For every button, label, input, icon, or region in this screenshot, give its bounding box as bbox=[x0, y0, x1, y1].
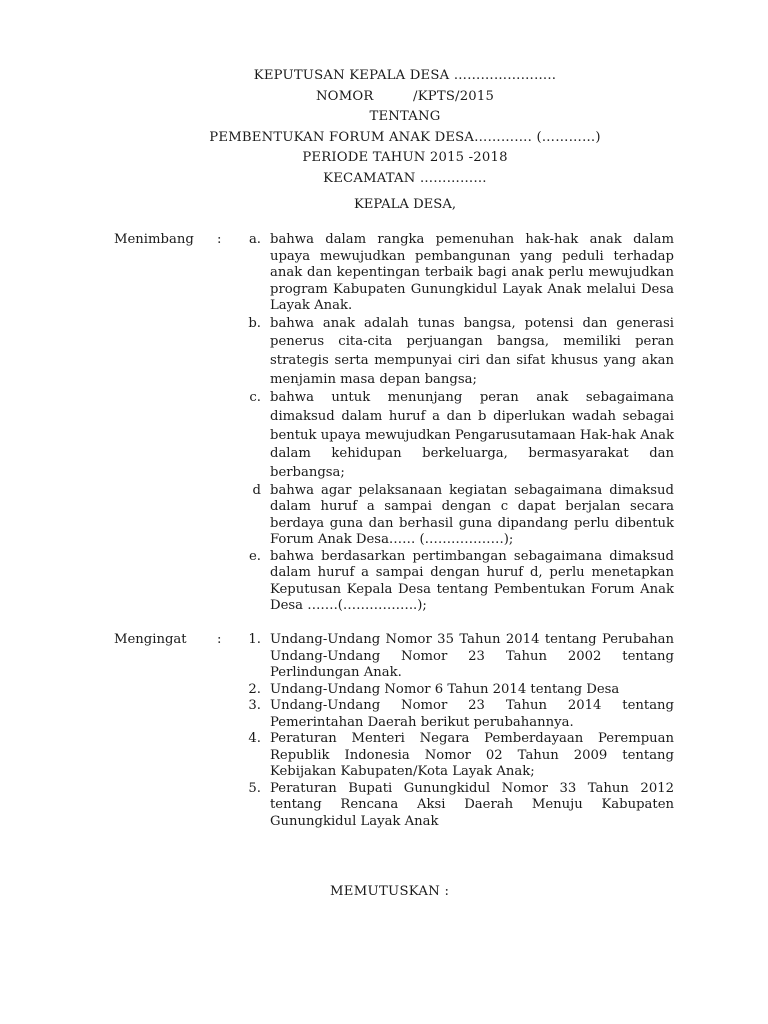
header-period: PERIODE TAHUN 2015 -2018 bbox=[302, 150, 508, 165]
item-text: Undang-Undang Nomor 23 Tahun 2014 tentang Pemerintahan Daerah berikut perubahannya. bbox=[270, 698, 674, 730]
item-marker: d bbox=[252, 482, 261, 498]
menimbang-colon: : bbox=[217, 232, 222, 247]
item-marker: e. bbox=[249, 548, 261, 564]
item-text: bahwa untuk menunjang peran anak sebagaimana dimaksud dalam huruf a dan b diperlukan wadah sebagai bentuk upaya mewujudkan Pengarusutamaan Hak-hak Anak dalam kehidupan berkeluarga, bermasyarakat dan berbangsa; bbox=[270, 390, 674, 481]
item-marker: 3. bbox=[248, 698, 261, 713]
item-marker: 1. bbox=[248, 632, 261, 647]
item-text: bahwa anak adalah tunas bangsa, potensi dan generasi penerus cita-cita perjuangan bangsa, memiliki peran strategis serta mempunyai ciri dan sifat khusus yang akan menjamin masa depan bangsa; bbox=[270, 315, 674, 387]
item-marker: c. bbox=[249, 390, 261, 406]
mengingat-item-3 bbox=[241, 698, 674, 731]
item-marker: 2. bbox=[248, 681, 261, 697]
document-header bbox=[100, 66, 710, 189]
header-district: KECAMATAN …………… bbox=[323, 170, 487, 186]
mengingat-item-1 bbox=[241, 632, 674, 682]
item-text: bahwa dalam rangka pemenuhan hak-hak anak dalam upaya mewujudkan pembangunan yang peduli terhadap anak dan kepentingan terbaik bagi anak perlu mewujudkan program Kabupaten Gunungkidul Layak Anak melalui Desa Layak Anak. bbox=[270, 232, 674, 313]
memutuskan-heading: MEMUTUSKAN : bbox=[330, 884, 450, 899]
item-text: Undang-Undang Nomor 6 Tahun 2014 tentang Desa bbox=[270, 681, 620, 697]
header-title: KEPUTUSAN KEPALA DESA ………………….. bbox=[253, 68, 557, 83]
menimbang-item-b bbox=[241, 315, 674, 390]
item-text: bahwa agar pelaksanaan kegiatan sebagaimana dimaksud dalam huruf a sampai dengan c dapat berjalan secara berdaya guna dan berhasil guna dipandang perlu dibentuk Forum Anak Desa…… (………………); bbox=[270, 482, 674, 548]
header-number: NOMOR /KPTS/2015 bbox=[315, 88, 495, 104]
item-marker: a. bbox=[248, 232, 261, 247]
item-text: Peraturan Bupati Gunungkidul Nomor 33 Tahun 2012 tentang Rencana Aksi Daerah Menuju Kabupaten Gunungkidul Layak Anak bbox=[270, 780, 674, 829]
menimbang-item-e bbox=[241, 549, 674, 615]
header-subject: PEMBENTUKAN FORUM ANAK DESA…………. (…………) bbox=[209, 129, 601, 145]
menimbang-label: Menimbang bbox=[114, 232, 194, 247]
header-tentang: TENTANG bbox=[369, 109, 441, 124]
mengingat-colon: : bbox=[217, 632, 222, 647]
item-text: Peraturan Menteri Negara Pemberdayaan Perempuan Republik Indonesia Nomor 02 Tahun 2009 tentang Kebijakan Kabupaten/Kota Layak Anak; bbox=[270, 731, 674, 779]
item-text: Undang-Undang Nomor 35 Tahun 2014 tentang Perubahan Undang-Undang Nomor 23 Tahun 2002 tentang Perlindungan Anak. bbox=[270, 632, 674, 680]
mengingat-list bbox=[241, 632, 674, 830]
mengingat-item-2 bbox=[241, 682, 674, 699]
mengingat-item-5 bbox=[241, 781, 674, 831]
item-marker: b. bbox=[248, 315, 261, 331]
kepala-desa-heading: KEPALA DESA, bbox=[353, 197, 457, 212]
menimbang-item-d bbox=[241, 483, 674, 549]
menimbang-item-a bbox=[241, 232, 674, 315]
item-marker: 4. bbox=[248, 731, 261, 746]
item-marker: 5. bbox=[248, 780, 261, 796]
menimbang-list bbox=[241, 232, 674, 615]
mengingat-item-4 bbox=[241, 731, 674, 781]
item-text: bahwa berdasarkan pertimbangan sebagaimana dimaksud dalam huruf a sampai dengan huruf d, perlu menetapkan Keputusan Kepala Desa tentang Pembentukan Forum Anak Desa …….(……………..); bbox=[270, 548, 674, 614]
mengingat-label: Mengingat bbox=[114, 632, 187, 647]
menimbang-item-c bbox=[241, 389, 674, 483]
